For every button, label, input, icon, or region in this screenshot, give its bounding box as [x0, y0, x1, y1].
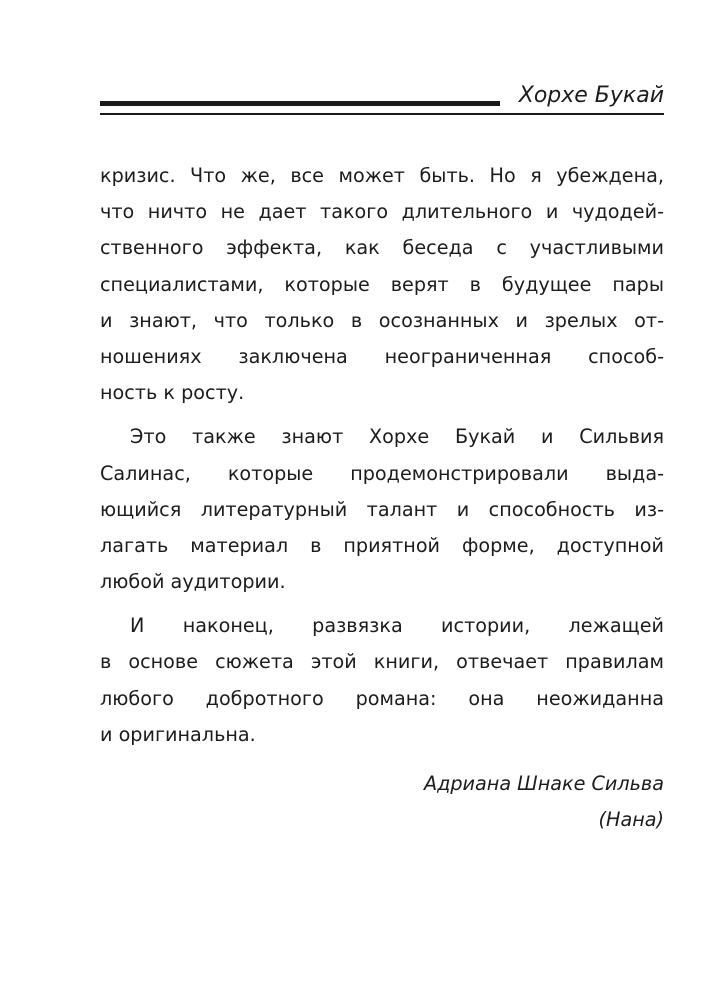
text-line: специалистами, которые верят в будущее пары — [100, 272, 664, 296]
text-line: в основе сюжета этой книги, отвечает правилам — [100, 650, 664, 674]
text-line: любой аудитории. — [100, 570, 286, 594]
paragraph-gap — [100, 411, 664, 419]
signature-name: Адриана Шнаке Сильва — [423, 772, 664, 795]
header-rule-thin — [100, 113, 664, 115]
text-line: ющийся литературный талант и способность из- — [100, 497, 664, 521]
text-line: лагать материал в приятной форме, доступной — [100, 533, 664, 557]
paragraph — [100, 608, 664, 753]
text-line: любого добротного романа: она неожиданна — [100, 686, 664, 710]
text-line: ственного эффекта, как беседа с участливыми — [100, 236, 664, 260]
text-line: Салинас, которые продемонстрировали выда- — [100, 461, 664, 485]
body-text — [100, 158, 664, 753]
text-line: и оригинальна. — [100, 722, 256, 746]
running-head-title: Хорхе Букай — [518, 83, 664, 108]
paragraph — [100, 158, 664, 411]
text-line: ношениях заключена неограниченная способ- — [100, 344, 664, 368]
text-line: и знают, что только в осознанных и зрелых от- — [100, 308, 664, 332]
paragraph — [100, 419, 664, 600]
paragraph-gap — [100, 600, 664, 608]
signature — [424, 766, 664, 838]
text-line: И наконец, развязка истории, лежащей — [130, 614, 664, 638]
text-line: что ничто не дает такого длительного и чудодей- — [100, 200, 664, 224]
header-rule-thick — [100, 101, 500, 106]
text-line: ность к росту. — [100, 381, 245, 405]
signature-nickname: (Нана) — [598, 808, 664, 831]
text-line: кризис. Что же, все может быть. Но я убеждена, — [100, 164, 664, 187]
page-header — [100, 82, 664, 122]
text-line: Это также знают Хорхе Букай и Сильвия — [130, 425, 664, 449]
